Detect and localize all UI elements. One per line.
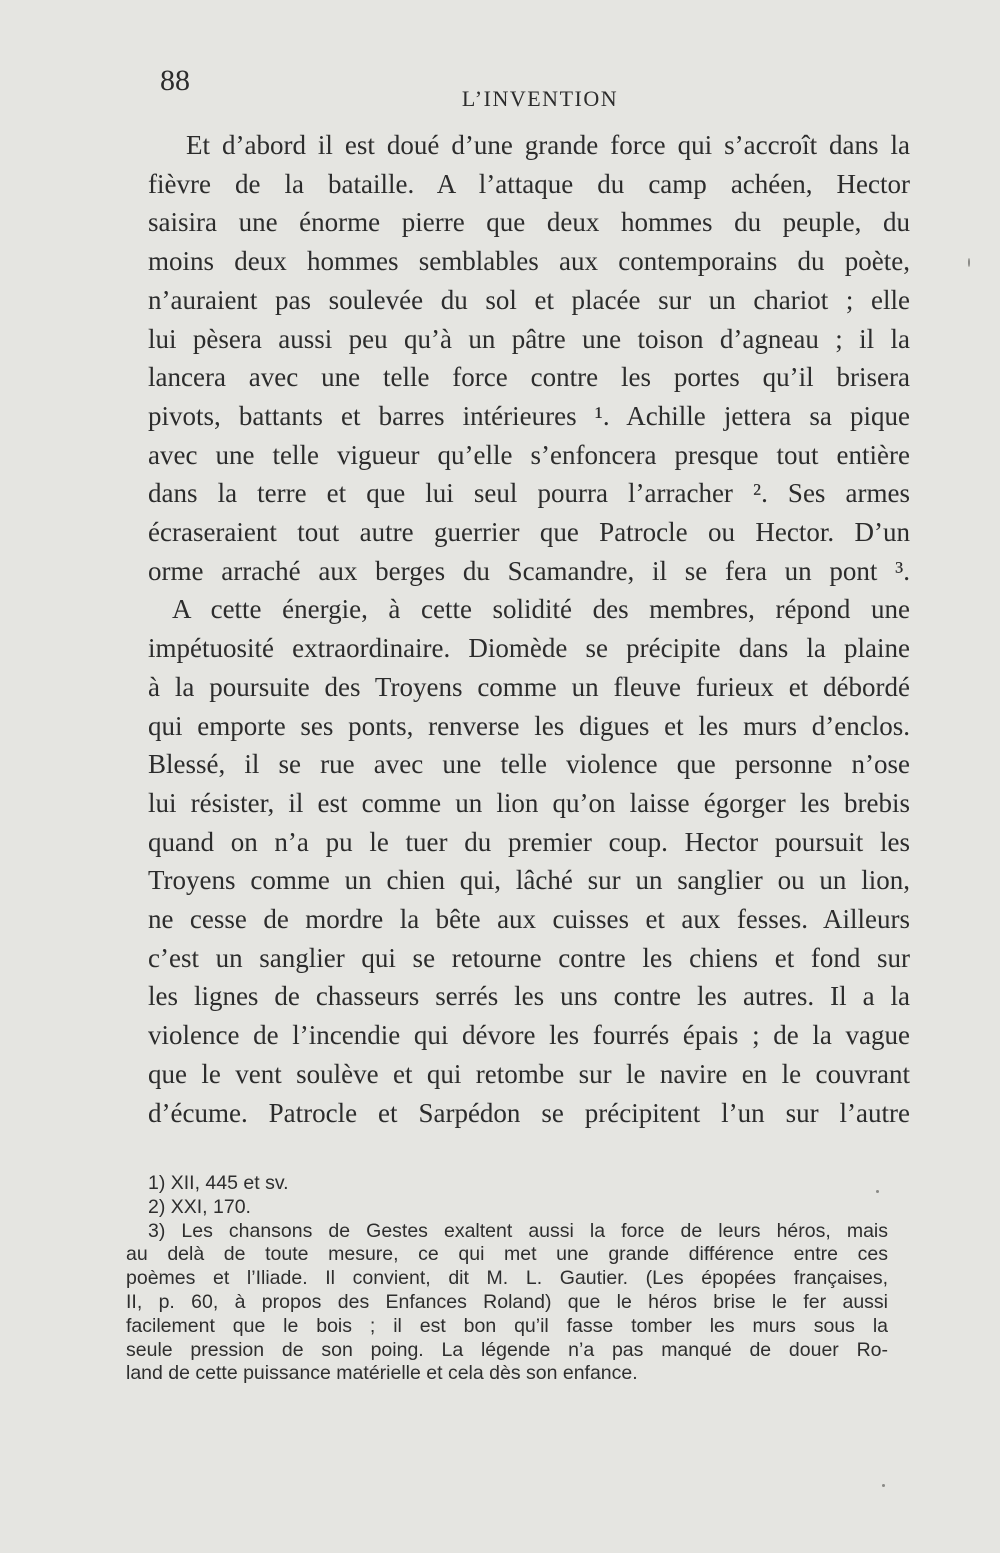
text-line: moins deux hommes semblables aux contemporains du poète, xyxy=(148,246,910,277)
text-line: écraseraient tout autre guerrier que Patrocle ou Hector. D’un xyxy=(148,517,910,548)
text-line: les lignes de chasseurs serrés les uns contre les autres. Il a la xyxy=(148,981,910,1012)
footnote-3-line: au delà de toute mesure, ce qui met une grande différence entre ces xyxy=(126,1243,888,1266)
running-head: L’INVENTION xyxy=(461,86,619,111)
text-line: avec une telle vigueur qu’elle s’enfoncera presque tout entière xyxy=(148,439,910,470)
footnote-3-line: II, p. 60, à propos des Enfances Roland) que le héros brise le fer aussi xyxy=(126,1290,888,1313)
text-line: pivots, battants et barres intérieures ¹. Achille jettera sa pique xyxy=(148,400,910,431)
text-line: impétuosité extraordinaire. Diomède se précipite dans la plaine xyxy=(148,633,910,664)
paper-speck xyxy=(882,1484,885,1487)
text-line: lancera avec une telle force contre les portes qu’il brisera xyxy=(148,362,910,393)
footnote-1: 1) XII, 445 et sv. xyxy=(148,1172,289,1194)
footnote-3-line: facilement que le bois ; il est bon qu’il fasse tomber les murs sous la xyxy=(126,1314,888,1337)
text-line: qui emporte ses ponts, renverse les digues et les murs d’enclos. xyxy=(148,710,910,741)
footnote-2: 2) XXI, 170. xyxy=(148,1195,251,1218)
text-line: saisira une énorme pierre que deux hommes du peuple, du xyxy=(148,207,910,238)
text-line: fièvre de la bataille. A l’attaque du camp achéen, Hector xyxy=(148,168,910,199)
text-line: lui pèsera aussi peu qu’à un pâtre une toison d’agneau ; il la xyxy=(148,323,910,354)
text-line: Et d’abord il est doué d’une grande force qui s’accroît dans la xyxy=(186,130,910,160)
paper-speck xyxy=(876,1190,879,1193)
footnote-3-line: 3) Les chansons de Gestes exaltent aussi la force de leurs héros, mais xyxy=(148,1219,888,1242)
text-line: que le vent soulève et qui retombe sur le navire en le couvrant xyxy=(148,1058,910,1089)
body-text xyxy=(148,126,910,1132)
text-line: n’auraient pas soulevée du sol et placée sur un chariot ; elle xyxy=(148,284,910,315)
footnotes xyxy=(126,1172,888,1386)
text-line: dans la terre et que lui seul pourra l’arracher ². Ses armes xyxy=(148,478,910,509)
text-line: violence de l’incendie qui dévore les fourrés épais ; de la vague xyxy=(148,1020,910,1051)
footnote-3-line: poèmes et l’Iliade. Il convient, dit M. L. Gautier. (Les épopées françaises, xyxy=(126,1267,888,1290)
text-line: ne cesse de mordre la bête aux cuisses et aux fesses. Ailleurs xyxy=(148,904,910,935)
paper-speck xyxy=(968,258,970,267)
footnote-3-line: land de cette puissance matérielle et cela dès son enfance. xyxy=(126,1362,638,1385)
text-line: Troyens comme un chien qui, lâché sur un sanglier ou un lion, xyxy=(148,865,910,896)
text-line: Blessé, il se rue avec une telle violence que personne n’ose xyxy=(148,749,910,780)
text-line: d’écume. Patrocle et Sarpédon se précipitent l’un sur l’autre xyxy=(148,1097,910,1128)
text-line: lui résister, il est comme un lion qu’on laisse égorger les brebis xyxy=(148,787,910,818)
text-line: A cette énergie, à cette solidité des membres, répond une xyxy=(172,594,910,625)
page-number: 88 xyxy=(160,64,190,97)
text-line: orme arraché aux berges du Scamandre, il se fera un pont ³. xyxy=(148,555,910,586)
text-line: à la poursuite des Troyens comme un fleuve furieux et débordé xyxy=(148,671,910,702)
text-line: quand on n’a pu le tuer du premier coup. Hector poursuit les xyxy=(148,826,910,857)
text-line: c’est un sanglier qui se retourne contre les chiens et fond sur xyxy=(148,942,910,973)
footnote-3-line: seule pression de son poing. La légende n’a pas manqué de douer Ro- xyxy=(126,1338,888,1361)
